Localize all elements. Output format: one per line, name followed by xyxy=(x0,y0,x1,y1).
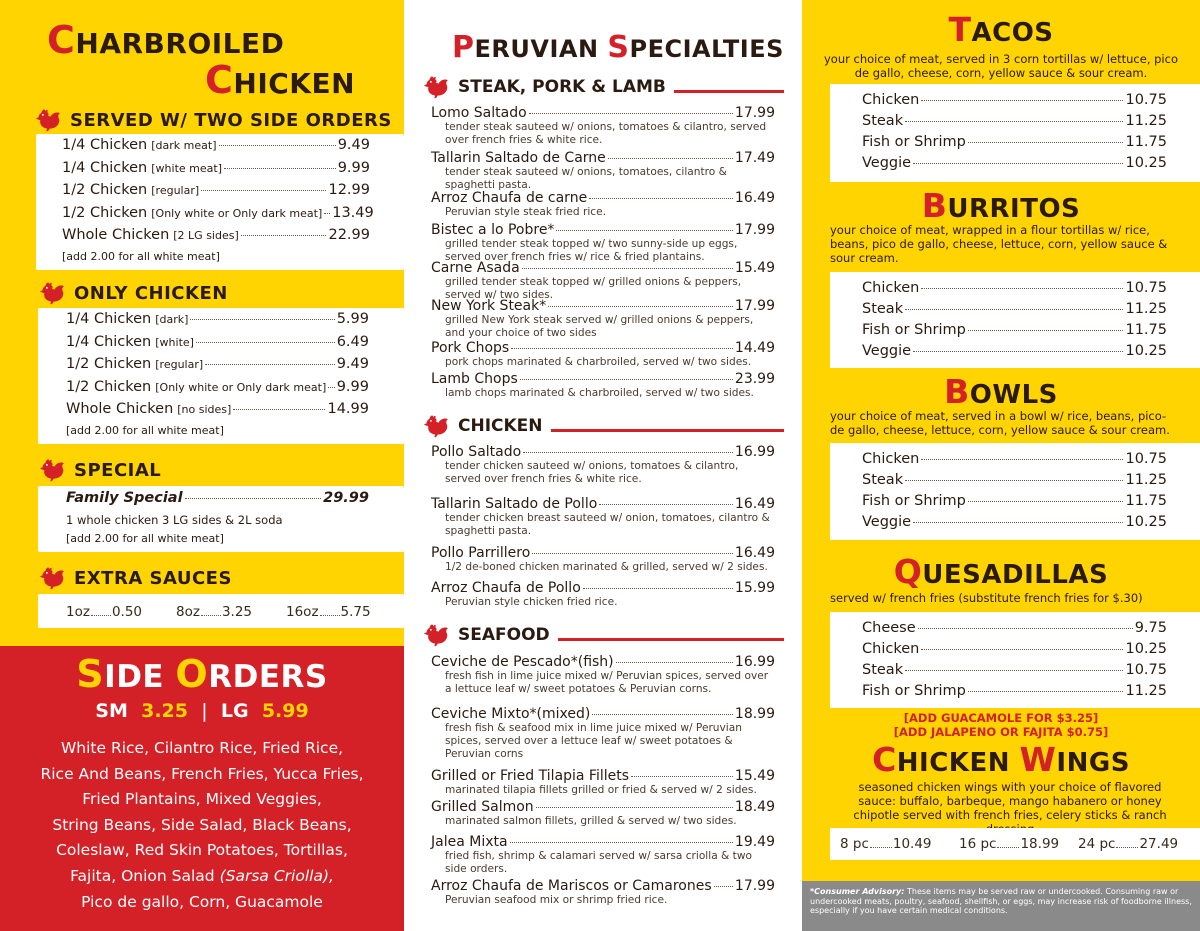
item-name: Ceviche de Pescado*(fish) xyxy=(431,654,614,670)
item-detail: [dark meat] xyxy=(151,139,217,152)
menu-item xyxy=(431,340,775,369)
menu-row xyxy=(862,620,1167,636)
side-orders-prices: SM 3.25 | LG 5.99 xyxy=(95,700,309,722)
special-box xyxy=(38,486,404,552)
item-desc: tender steak sauteed w/ onions, tomatoes & cilantro, served over french fries & white rice. xyxy=(445,121,767,146)
item-detail: [dark] xyxy=(155,313,189,326)
item-price: 18.99 xyxy=(734,706,775,722)
item-name: Arroz Chaufa de carne xyxy=(431,190,588,206)
served-note: [add 2.00 for all white meat] xyxy=(62,250,220,263)
item-price: 11.25 xyxy=(1125,113,1167,129)
item-price: 19.49 xyxy=(734,834,775,850)
item-desc: Peruvian style steak fried rice. xyxy=(445,206,606,218)
seafood-heading: SEAFOOD xyxy=(422,623,784,647)
sauce-price: 5.75 xyxy=(340,604,371,620)
item-name: New York Steak* xyxy=(431,298,547,314)
menu-row xyxy=(431,150,775,166)
menu-row xyxy=(66,356,369,372)
burritos-desc: your choice of meat, wrapped in a flour tortillas w/ rice, beans, pico de gallo, cheese, lettuce, corn, yellow sauce & sour cream. xyxy=(830,223,1168,265)
item-name: 1/4 Chicken xyxy=(62,137,148,153)
side-line: Rice And Beans, French Fries, Yucca Fries, xyxy=(40,764,364,783)
item-price: 12.99 xyxy=(328,182,370,198)
item-price: 10.25 xyxy=(1125,641,1167,657)
item-price: 17.99 xyxy=(734,222,775,238)
only-chicken-box xyxy=(38,308,404,444)
item-name: Ceviche Mixto*(mixed) xyxy=(431,706,591,722)
item-price: 9.99 xyxy=(336,378,369,395)
menu-item xyxy=(431,190,775,219)
menu-row xyxy=(431,298,775,314)
menu-row xyxy=(66,379,369,395)
menu-item xyxy=(431,260,775,302)
item-price: 15.99 xyxy=(734,580,775,596)
item-name: 1/2 Chicken xyxy=(66,356,152,372)
item-price: 16.99 xyxy=(734,654,775,670)
item-name: Steak xyxy=(862,113,904,129)
side-line: Pico de gallo, Corn, Guacamole xyxy=(81,892,323,911)
item-price: 10.25 xyxy=(1125,155,1167,171)
menu-item xyxy=(431,371,775,400)
item-desc: grilled New York steak served w/ grilled onions & peppers, and your choice of two sides xyxy=(445,314,754,339)
item-price: 10.25 xyxy=(1125,514,1167,530)
menu-item xyxy=(431,496,775,538)
bowls-title: BOWLS xyxy=(944,372,1058,411)
menu-row xyxy=(431,799,775,815)
item-name: Arroz Chaufa de Mariscos or Camarones xyxy=(431,878,712,894)
menu-row xyxy=(62,227,370,243)
menu-row xyxy=(862,451,1167,467)
item-price: 17.99 xyxy=(734,105,775,121)
item-detail: [regular] xyxy=(151,184,200,197)
chicken-heading: CHICKEN xyxy=(422,414,784,438)
quesadillas-title: QUESADILLAS xyxy=(893,552,1109,591)
wings-desc: seasoned chicken wings with your choice of flavored sauce: buffalo, barbeque, mango habanero or honey chipotle served with french fries, celery sticks & ranch xyxy=(853,780,1167,822)
item-name: Whole Chicken xyxy=(66,401,174,417)
menu-row xyxy=(66,311,369,327)
menu-item xyxy=(431,222,775,264)
only-note: [add 2.00 for all white meat] xyxy=(66,424,224,437)
item-name: Pollo Parrillero xyxy=(431,545,531,561)
bowls-desc: your choice of meat, served in a bowl w/ rice, beans, pico-de gallo, cheese, lettuce, corn, yellow sauce & sour cream. xyxy=(830,409,1170,437)
item-price: 11.25 xyxy=(1125,301,1167,317)
side-line: White Rice, Cilantro Rice, Fried Rice, xyxy=(60,739,344,757)
item-price: 9.75 xyxy=(1134,620,1167,636)
menu-row xyxy=(862,514,1167,530)
wings-size: 8 pc xyxy=(840,836,869,852)
side-line: Coleslaw, Red Skin Potatoes, Tortillas, xyxy=(56,841,348,860)
item-price: 9.49 xyxy=(336,356,369,372)
menu-row xyxy=(431,496,775,512)
item-name: Tallarin Saltado de Pollo xyxy=(431,496,598,512)
item-desc: fresh fish in lime juice mixed w/ Peruvian spices, served over a lettuce leaf w/ sweet potatoes & Peruvian corns. xyxy=(445,670,769,695)
addon-guacamole: [ADD GUACAMOLE FOR $3.25] xyxy=(903,711,1099,725)
item-name: Cheese xyxy=(862,620,916,636)
item-desc: fresh fish & seafood mix in lime juice mixed w/ Peruvian spices, served over a lettuce leaf w/ sweet potatoes & Peruvian corns xyxy=(445,722,742,760)
extra-sauces-heading: EXTRA SAUCES xyxy=(38,566,232,590)
menu-row xyxy=(66,401,369,417)
item-name: Chicken xyxy=(862,641,920,657)
item-detail: [2 LG sides] xyxy=(173,229,239,242)
item-name: Whole Chicken xyxy=(62,227,170,243)
menu-row xyxy=(62,160,370,176)
hen-icon xyxy=(34,108,62,132)
hen-icon xyxy=(422,623,450,647)
item-desc: Peruvian seafood mix or shrimp fried rice. xyxy=(445,894,668,906)
sauce-item xyxy=(66,604,176,620)
menu-row xyxy=(862,662,1167,678)
item-name: Jalea Mixta xyxy=(431,834,508,850)
item-name: Grilled or Fried Tilapia Fillets xyxy=(431,768,630,784)
item-desc: tender chicken breast sauteed w/ onion, tomatoes, cilantro & spaghetti pasta. xyxy=(445,512,770,537)
menu-item xyxy=(431,150,775,192)
side-orders-panel xyxy=(0,646,404,931)
tacos-desc: your choice of meat, served in 3 corn tortillas w/ lettuce, pico de gallo, cheese, corn, yellow sauce & sour cream. xyxy=(823,52,1178,80)
item-price: 17.49 xyxy=(734,150,775,166)
item-name: 1/2 Chicken xyxy=(62,182,148,198)
item-price: 22.99 xyxy=(328,227,370,243)
bowls-box xyxy=(830,443,1200,540)
menu-row xyxy=(862,641,1167,657)
item-detail: [white] xyxy=(155,335,194,349)
item-name: Steak xyxy=(862,472,904,488)
item-name: Lomo Saltado xyxy=(431,105,527,121)
item-price: 9.49 xyxy=(337,137,370,153)
quesadillas-box xyxy=(830,612,1200,708)
menu-row xyxy=(431,545,775,561)
item-detail: [Only white or Only dark meat] xyxy=(151,206,323,220)
side-line: Fried Plantains, Mixed Veggies, xyxy=(82,790,322,809)
item-detail: [regular] xyxy=(155,358,204,371)
item-desc: tender chicken sauteed w/ onions, tomatoes & cilantro, served over french fries & white rice. xyxy=(445,460,739,485)
menu-row xyxy=(431,706,775,722)
menu-item xyxy=(431,768,775,797)
item-name: Chicken xyxy=(862,451,920,467)
item-price: 11.25 xyxy=(1125,683,1167,699)
menu-row xyxy=(431,580,775,596)
charbroiled-title-line1: CHARBROILED xyxy=(47,18,285,62)
item-price: 10.75 xyxy=(1125,92,1167,108)
side-line: String Beans, Side Salad, Black Beans, xyxy=(52,815,352,834)
wings-item xyxy=(959,836,1078,852)
served-box xyxy=(36,134,404,270)
item-desc: marinated tilapia fillets grilled or fried & served w/ 2 sides. xyxy=(445,784,757,796)
tacos-box xyxy=(830,84,1200,182)
quesadillas-desc: served w/ french fries (substitute french fries for $.30) xyxy=(830,591,1143,605)
special-desc: 1 whole chicken 3 LG sides & 2L soda xyxy=(66,513,283,527)
menu-row xyxy=(862,113,1167,129)
wings-price: 27.49 xyxy=(1139,836,1179,852)
menu-row xyxy=(862,134,1167,150)
peruvian-column xyxy=(404,0,802,931)
special-row: Family Special 29.99 xyxy=(66,490,369,506)
item-desc: grilled tender steak topped w/ two sunny-side up eggs, served over french fries w/ rice & fried plantains. xyxy=(445,238,738,263)
item-price: 23.99 xyxy=(734,371,775,387)
item-name: Tallarin Saltado de Carne xyxy=(431,150,606,166)
item-detail: [white meat] xyxy=(151,161,222,175)
item-name: Arroz Chaufa de Pollo xyxy=(431,580,581,596)
hen-icon xyxy=(422,75,450,99)
item-price: 17.99 xyxy=(734,298,775,314)
item-name: Pork Chops xyxy=(431,340,510,356)
item-price: 15.49 xyxy=(734,768,775,784)
item-name: Lamb Chops xyxy=(431,371,518,387)
item-name: Steak xyxy=(862,301,904,317)
menu-row xyxy=(431,222,775,238)
item-name: Fish or Shrimp xyxy=(862,683,966,699)
charbroiled-title-line2: CHICKEN xyxy=(205,58,356,102)
sauce-item xyxy=(176,604,286,620)
menu-item xyxy=(431,105,775,147)
menu-row xyxy=(431,768,775,784)
item-desc: marinated salmon fillets, grilled & served w/ two sides. xyxy=(445,815,737,827)
menu-item xyxy=(431,654,775,696)
menu-item xyxy=(431,878,775,907)
special-note: [add 2.00 for all white meat] xyxy=(66,532,224,545)
menu-item xyxy=(431,444,775,486)
item-name: Veggie xyxy=(862,155,912,171)
item-price: 6.49 xyxy=(336,333,369,350)
item-name: Grilled Salmon xyxy=(431,799,534,815)
wings-item xyxy=(840,836,959,852)
item-price: 16.49 xyxy=(734,190,775,206)
menu-row xyxy=(66,334,369,350)
menu-item xyxy=(431,545,775,574)
item-price: 14.99 xyxy=(327,401,369,417)
item-detail: [no sides] xyxy=(177,403,232,416)
menu-row xyxy=(431,834,775,850)
item-name: Bistec a lo Pobre* xyxy=(431,222,555,238)
item-price: 14.49 xyxy=(734,340,775,356)
hen-icon xyxy=(38,458,66,482)
item-price: 11.75 xyxy=(1125,493,1167,509)
menu-row xyxy=(431,340,775,356)
sauce-size: 8oz xyxy=(176,604,200,620)
sauce-size: 1oz xyxy=(66,604,90,620)
tacos-title: TACOS xyxy=(948,10,1054,49)
only-chicken-heading: ONLY CHICKEN xyxy=(38,281,228,305)
menu-row xyxy=(862,343,1167,359)
menu-row xyxy=(431,105,775,121)
menu-row xyxy=(862,322,1167,338)
wings-price: 10.49 xyxy=(892,836,932,852)
menu-row xyxy=(862,92,1167,108)
consumer-advisory: *Consumer Advisory: These items may be served raw or undercooked. Consuming raw or undercooked meats, poultry, seafood, shellfish, or eggs, may increase risk of foodborne illness, especially if you have certain medical conditions. xyxy=(802,881,1200,931)
hen-icon xyxy=(38,566,66,590)
item-name: Fish or Shrimp xyxy=(862,134,966,150)
wings-box xyxy=(830,828,1200,860)
sauce-price: 0.50 xyxy=(111,604,142,620)
side-orders-list xyxy=(0,736,404,915)
item-name: 1/2 Chicken xyxy=(62,204,148,221)
charbroiled-column xyxy=(0,0,404,931)
item-desc: pork chops marinated & charbroiled, served w/ two sides. xyxy=(445,356,752,368)
menu-item xyxy=(431,799,775,828)
menu-row xyxy=(431,444,775,460)
item-name: Fish or Shrimp xyxy=(862,322,966,338)
item-desc: fried fish, shrimp & calamari served w/ sarsa criolla & two side orders. xyxy=(445,850,752,875)
item-price: 16.49 xyxy=(734,545,775,561)
item-name: 1/4 Chicken xyxy=(62,159,148,176)
item-price: 5.99 xyxy=(336,311,369,327)
menu-row xyxy=(431,654,775,670)
special-heading: SPECIAL xyxy=(38,458,161,482)
item-name: 1/4 Chicken xyxy=(66,333,152,350)
item-price: 11.75 xyxy=(1125,322,1167,338)
menu-row xyxy=(862,493,1167,509)
menu-row xyxy=(862,280,1167,296)
addon-jalapeno: [ADD JALAPENO OR FAJITA $0.75] xyxy=(893,725,1109,739)
burritos-box xyxy=(830,272,1200,368)
item-price: 10.25 xyxy=(1125,343,1167,359)
menu-row xyxy=(62,137,370,153)
mexican-column xyxy=(802,0,1200,931)
item-name: Carne Asada xyxy=(431,260,520,276)
item-price: 10.75 xyxy=(1125,451,1167,467)
item-name: Chicken xyxy=(862,92,920,108)
item-name: Fish or Shrimp xyxy=(862,493,966,509)
sauce-price: 3.25 xyxy=(221,604,252,620)
wings-size: 16 pc xyxy=(959,836,997,852)
side-line: Fajita, Onion Salad (Sarsa Criolla), xyxy=(70,866,334,885)
steak-heading: STEAK, PORK & LAMB xyxy=(422,75,784,99)
item-desc: lamb chops marinated & charbroiled, served w/ two sides. xyxy=(445,387,754,399)
menu-row xyxy=(431,260,775,276)
sauce-item xyxy=(286,604,396,620)
item-name: Veggie xyxy=(862,343,912,359)
item-price: 13.49 xyxy=(332,204,374,221)
item-name: 1/4 Chicken xyxy=(66,311,152,327)
item-name: Chicken xyxy=(862,280,920,296)
menu-item xyxy=(431,580,775,609)
item-price: 10.75 xyxy=(1125,280,1167,296)
item-detail: [Only white or Only dark meat] xyxy=(155,380,327,394)
item-price: 10.75 xyxy=(1125,662,1167,678)
item-desc: Peruvian style chicken fried rice. xyxy=(445,596,618,608)
hen-icon xyxy=(38,281,66,305)
burritos-title: BURRITOS xyxy=(921,186,1081,225)
peruvian-title: PERUVIAN SPECIALTIES xyxy=(452,30,784,65)
menu-row xyxy=(862,683,1167,699)
wings-size: 24 pc xyxy=(1078,836,1116,852)
wings-title: CHICKEN WINGS xyxy=(872,740,1130,779)
item-name: Pollo Saltado xyxy=(431,444,522,460)
menu-row xyxy=(431,190,775,206)
served-heading: SERVED W/ TWO SIDE ORDERS xyxy=(34,108,392,132)
item-name: 1/2 Chicken xyxy=(66,378,152,395)
menu-item xyxy=(431,706,775,760)
menu-row xyxy=(862,301,1167,317)
item-price: 15.49 xyxy=(734,260,775,276)
menu-row xyxy=(62,182,370,198)
menu-row xyxy=(862,472,1167,488)
item-price: 16.49 xyxy=(734,496,775,512)
item-price: 11.75 xyxy=(1125,134,1167,150)
menu-item xyxy=(431,298,775,340)
item-desc: tender steak sauteed w/ onions, tomatoes, cilantro & spaghetti pasta. xyxy=(445,166,727,191)
sauce-size: 16oz xyxy=(286,604,319,620)
menu-row xyxy=(62,204,374,221)
side-orders-title: SIDE ORDERS xyxy=(76,652,328,696)
item-price: 9.99 xyxy=(337,159,370,176)
item-name: Veggie xyxy=(862,514,912,530)
item-price: 18.49 xyxy=(734,799,775,815)
item-name: Steak xyxy=(862,662,904,678)
menu-row xyxy=(431,371,775,387)
item-price: 17.99 xyxy=(734,878,775,894)
menu-row xyxy=(431,878,775,894)
wings-price: 18.99 xyxy=(1020,836,1060,852)
wings-item xyxy=(1078,836,1197,852)
item-price: 16.99 xyxy=(734,444,775,460)
menu-item xyxy=(431,834,775,876)
hen-icon xyxy=(422,414,450,438)
menu-row xyxy=(862,155,1167,171)
item-price: 11.25 xyxy=(1125,472,1167,488)
item-desc: 1/2 de-boned chicken marinated & grilled, served w/ 2 sides. xyxy=(445,561,768,573)
sauces-box xyxy=(38,594,404,628)
item-desc: grilled tender steak topped w/ grilled onions & peppers, served w/ two sides. xyxy=(445,276,742,301)
